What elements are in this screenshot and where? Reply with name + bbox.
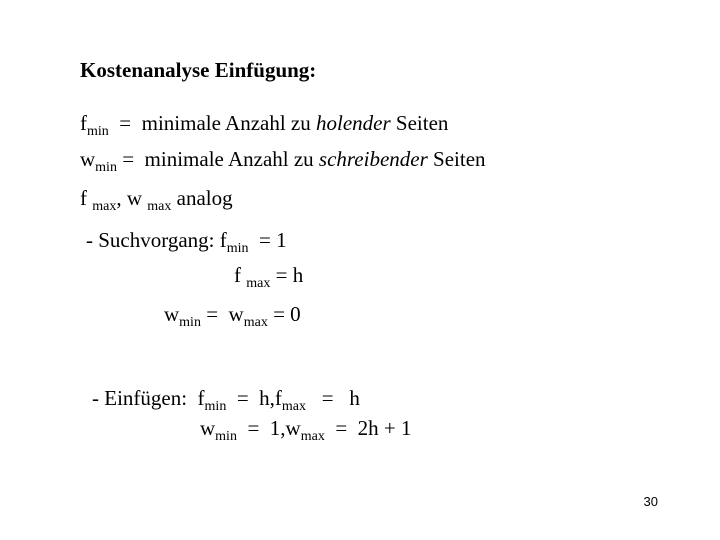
var-w: w xyxy=(200,416,216,440)
search-value: = 0 xyxy=(267,302,301,326)
definition-f-min xyxy=(80,111,449,139)
separator-w: , w xyxy=(116,186,148,210)
subscript-max: max xyxy=(300,429,325,444)
insert-prefix: - Einfügen: f xyxy=(92,386,205,410)
subscript-max: max xyxy=(147,199,172,214)
search-value: = 1 xyxy=(248,228,287,252)
insert-value: = h xyxy=(306,386,360,410)
equals-w: = w xyxy=(200,302,244,326)
analog-text: analog xyxy=(171,186,233,210)
subscript-min: min xyxy=(226,241,249,256)
subscript-max: max xyxy=(92,199,117,214)
subscript-max: max xyxy=(281,399,307,414)
insert-w xyxy=(200,416,412,444)
search-f-max xyxy=(234,263,304,291)
subscript-min: min xyxy=(95,160,117,175)
subscript-min: min xyxy=(87,124,109,139)
insert-mid: = 1,w xyxy=(236,416,301,440)
insert-value: = 2h + 1 xyxy=(324,416,412,440)
search-value: = h xyxy=(270,263,304,287)
subscript-max: max xyxy=(246,276,271,291)
definition-text-end: Seiten xyxy=(427,147,486,171)
page-number: 30 xyxy=(643,494,658,509)
definition-max-analog xyxy=(80,186,233,214)
var-f: f xyxy=(234,263,247,287)
definition-text: = minimale Anzahl zu xyxy=(116,147,319,171)
slide-title: Kostenanalyse Einfügung: xyxy=(80,58,317,82)
search-prefix: - Suchvorgang: f xyxy=(86,228,227,252)
search-f-min xyxy=(86,228,287,256)
subscript-min: min xyxy=(179,315,201,330)
insert-f xyxy=(92,386,360,414)
subscript-min: min xyxy=(215,429,237,444)
var-f: f xyxy=(80,186,93,210)
emphasis-holender: holender xyxy=(316,111,391,135)
definition-w-min xyxy=(80,147,486,175)
subscript-min: min xyxy=(204,399,227,414)
emphasis-schreibender: schreibender xyxy=(318,147,428,171)
var-w: w xyxy=(164,302,180,326)
search-w xyxy=(164,302,301,330)
definition-text-end: Seiten xyxy=(390,111,449,135)
var-w: w xyxy=(80,147,96,171)
definition-text: = minimale Anzahl zu xyxy=(108,111,316,135)
insert-mid: = h,f xyxy=(226,386,282,410)
var-f: f xyxy=(80,111,87,135)
subscript-max: max xyxy=(243,315,268,330)
